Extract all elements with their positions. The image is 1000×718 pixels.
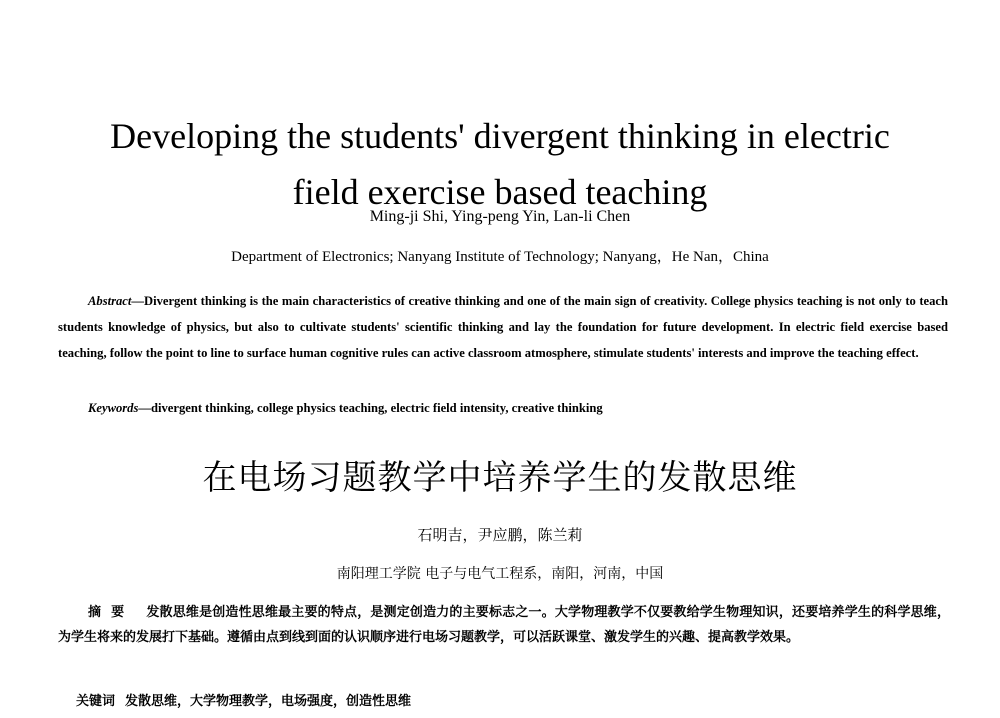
abstract-label: Abstract	[88, 294, 132, 308]
keywords-text: —divergent thinking, college physics teaching, electric field intensity, creative thinking	[138, 401, 603, 415]
paper-title	[40, 108, 960, 220]
chinese-title: 在电场习题教学中培养学生的发散思维	[202, 458, 798, 498]
chinese-keywords-label: 关键词	[76, 694, 116, 709]
paper-title-line-1: Developing the students' divergent thinking in electric	[110, 116, 890, 156]
abstract	[58, 288, 948, 366]
chinese-authors: 石明吉，尹应鹏，陈兰莉	[417, 526, 583, 544]
keywords	[88, 401, 948, 416]
chinese-abstract	[58, 600, 950, 650]
chinese-abstract-text: 发散思维是创造性思维最主要的特点，是测定创造力的主要标志之一。大学物理教学不仅要教给学生物理知识，还要培养学生的科学思维，为学生将来的发展打下基础。遵循由点到线到面的认识顺序进行电场习题教学，可以活跃课堂、激发学生的兴趣、提高教学效果。	[58, 605, 950, 645]
chinese-keywords	[76, 690, 956, 709]
affiliation: Department of Electronics; Nanyang Institute of Technology; Nanyang，He Nan，China	[231, 249, 769, 265]
abstract-text: —Divergent thinking is the main characteristics of creative thinking and one of the main sign of creativity. College physics teaching is not only to teach students knowledge of physics, but also to cultivate students' scientific thinking and lay the foundation for future development. In electric field exercise based teaching, follow the point to line to surface human cognitive rules can active classroom atmosphere, stimulate students' interests and improve the teaching effect.	[58, 294, 948, 360]
chinese-keywords-text: 发散思维，大学物理教学，电场强度，创造性思维	[125, 694, 412, 709]
chinese-affiliation: 南阳理工学院 电子与电气工程系，南阳，河南，中国	[336, 566, 664, 582]
keywords-label: Keywords	[88, 401, 139, 415]
paper-title-line-2: field exercise based teaching	[292, 172, 708, 212]
chinese-abstract-label: 摘要	[88, 605, 135, 620]
authors: Ming-ji Shi, Ying-peng Yin, Lan-li Chen	[369, 208, 631, 225]
